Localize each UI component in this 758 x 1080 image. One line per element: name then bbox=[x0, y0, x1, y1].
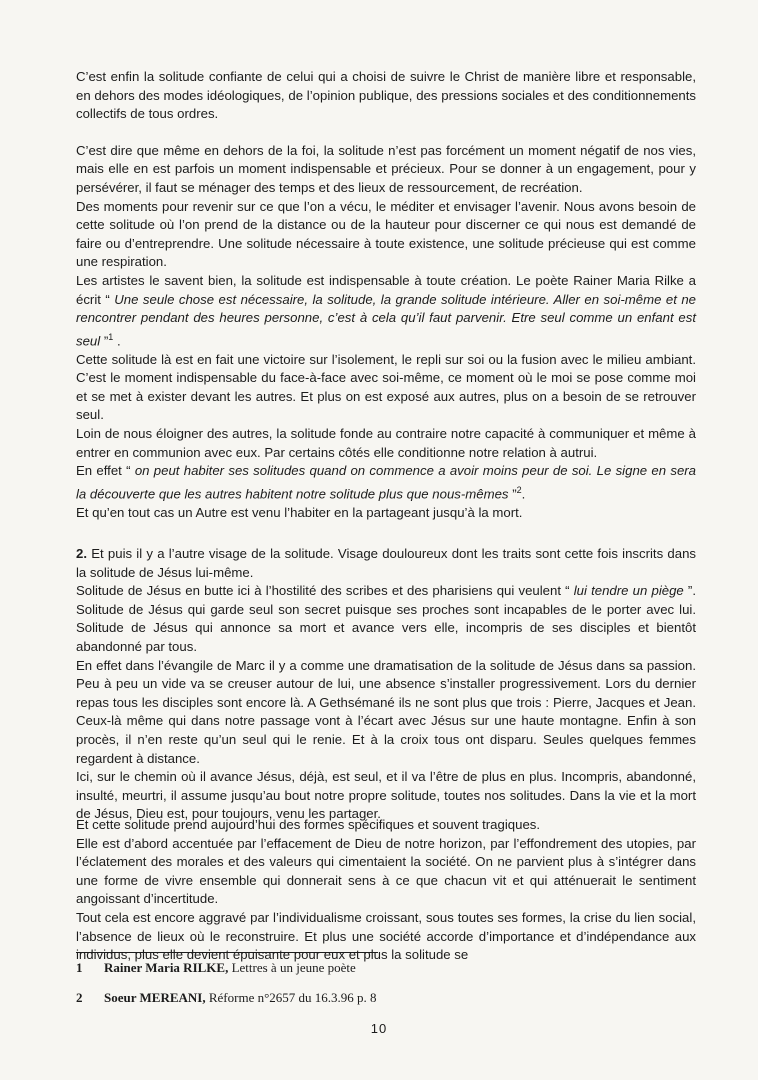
footnote-source: Lettres à un jeune poète bbox=[228, 960, 356, 975]
text-run: Les artistes le savent bien, la solitude est indispensable à toute création. Le poète Rainer Maria Rilke a écrit “ bbox=[76, 272, 696, 307]
footnote-ref: 2 bbox=[516, 484, 522, 495]
text-run: Loin de nous éloigner des autres, la solitude fonde au contraire notre capacité à communiquer et même à entrer en communion avec eux. Par certains côtés elle conditionne notre relation à autrui. bbox=[76, 426, 696, 460]
footnote-ref: 1 bbox=[108, 331, 114, 342]
paragraph-gap bbox=[76, 124, 696, 142]
paragraph bbox=[76, 909, 696, 965]
paragraph bbox=[76, 545, 696, 582]
text-run: Solitude de Jésus en butte ici à l’hostilité des scribes et des pharisiens qui veulent “ bbox=[76, 583, 574, 599]
text-run: . bbox=[113, 333, 121, 349]
text-run: Et cette solitude prend aujourd’hui des formes spécifiques et souvent tragiques. bbox=[76, 817, 541, 832]
quotation: lui tendre un piège bbox=[573, 583, 684, 599]
footnote-1 bbox=[76, 960, 356, 976]
section-number: 2. bbox=[76, 546, 87, 561]
text-run: Cette solitude là est en fait une victoire sur l’isolement, le repli sur soi ou la fusion avec le milieu ambiant. C’est le moment indispensable du face-à-face avec soi-même, ce moment où le moi se pose comme moi et se met à exister devant les autres. Et plus on est exposé aux autres, plus on a besoin de se retrouver seul. bbox=[76, 351, 696, 423]
paragraph bbox=[76, 835, 696, 909]
paragraph bbox=[76, 504, 696, 523]
footnote-number: 1 bbox=[76, 960, 83, 975]
text-run: Et puis il y a l’autre visage de la solitude. Visage douloureux dont les traits sont cette fois inscrits dans la solitude de Jésus lui-même. bbox=[76, 546, 696, 580]
paragraph bbox=[76, 816, 696, 835]
text-run: Elle est d’abord accentuée par l’effacement de Dieu de notre horizon, par l’effondrement des utopies, par l’éclatement des morales et des valeurs qui cimentaient la société. On ne parvient plus à s’intégrer dans une forme de vivre ensemble qui donnerait sens à ce que chacun vit et qui atténuerait le sentiment angoissant d’incertitude. bbox=[76, 835, 696, 907]
paragraph bbox=[76, 198, 696, 272]
paragraph bbox=[76, 657, 696, 769]
text-run: ” bbox=[508, 486, 517, 502]
footnote-author: Soeur MEREANI, bbox=[104, 990, 206, 1005]
text-section-3 bbox=[76, 816, 696, 965]
text-section-2 bbox=[76, 545, 696, 824]
text-run: . bbox=[521, 486, 526, 502]
text-run: Tout cela est encore aggravé par l’individualisme croissant, sous toutes ses formes, la crise du lien social, l’absence de lieux où le reconstruire. Et plus une société accorde d’importance et d’indépendance aux individus, plus elle devient épuisante pour eux et plus la solitude se bbox=[76, 909, 696, 963]
footnote-author: Rainer Maria RILKE, bbox=[104, 960, 229, 975]
footnote-source: Réforme n°2657 du 16.3.96 p. 8 bbox=[205, 990, 377, 1005]
text-section-1 bbox=[76, 68, 696, 522]
text-run: ” bbox=[100, 333, 109, 349]
text-run: Et qu’en tout cas un Autre est venu l’habiter en la partageant jusqu’à la mort. bbox=[76, 504, 523, 520]
quotation: on peut habiter ses solitudes quand on commence a avoir moins peur de soi. Le signe en sera la découverte que les autres habitent notre solitude plus que nous-mêmes bbox=[76, 463, 697, 502]
paragraph bbox=[76, 272, 696, 351]
text-run: En effet “ bbox=[76, 463, 135, 479]
text-run: Des moments pour revenir sur ce que l’on a vécu, le méditer et envisager l’avenir. Nous avons besoin de cette solitude où l’on prend de la distance ou de la hauteur pour discerner ce qui nous est demandé de faire ou d’entreprendre. Une solitude nécessaire à toute existence, une solitude précieuse qui est comme une respiration. bbox=[76, 198, 696, 270]
text-run: Ici, sur le chemin où il avance Jésus, déjà, est seul, et il va l’être de plus en plus. Incompris, abandonné, insulté, meurtri, il assume jusqu’au bout notre propre solitude, toutes nos solitudes. Dans la vie et la mort de Jésus, Dieu est, pour toujours, venu les partager. bbox=[76, 769, 696, 822]
footnote-number: 2 bbox=[76, 990, 83, 1005]
paragraph bbox=[76, 462, 696, 504]
paragraph bbox=[76, 425, 696, 462]
footnote-2 bbox=[76, 990, 377, 1006]
paragraph bbox=[76, 142, 696, 198]
text-run: En effet dans l’évangile de Marc il y a comme une dramatisation de la solitude de Jésus dans sa passion. Peu à peu un vide va se creuser autour de lui, une absence s’installer progressivement. Lors du dernier repas tous les disciples sont encore là. A Gethsémané ils ne sont plus que trois : Pierre, Jacques et Jean. Ceux-là même qui dans notre passage vont à l’écart avec Jésus sur une haute montagne. Enfin à son procès, il n’en reste qu’un seul qui le renie. Et à la croix tous ont disparu. Seules quelques femmes regardent à distance. bbox=[76, 657, 696, 766]
paragraph bbox=[76, 68, 696, 124]
paragraph bbox=[76, 351, 696, 425]
page-number: 10 bbox=[370, 1021, 388, 1036]
text-run: C’est enfin la solitude confiante de celui qui a choisi de suivre le Christ de manière libre et responsable, en dehors des modes idéologiques, de l’opinion publique, des pressions sociales et des conditionnements collectifs de tous ordres. bbox=[76, 69, 696, 122]
footnote-rule bbox=[76, 952, 378, 953]
text-run: C’est dire que même en dehors de la foi, la solitude n’est pas forcément un moment négatif de nos vies, mais elle en est parfois un moment indispensable et précieux. Pour se donner à un engagement, pour y persévérer, il faut se ménager des temps et des lieux de ressourcement, de recréation. bbox=[76, 142, 696, 195]
text-run: ”. Solitude de Jésus qui garde seul son secret puisque ses proches sont incapables de le porter avec lui. Solitude de Jésus qui annonce sa mort et avance vers elle, incompris de ses disciples et bientôt abandonné par tous. bbox=[76, 583, 696, 654]
paragraph bbox=[76, 582, 696, 656]
quotation: Une seule chose est nécessaire, la solitude, la grande solitude intérieure. Aller en soi-même et ne rencontrer pendant des heures personne, c’est à cela qu’il faut parvenir. Etre seul comme un enfant est seul bbox=[76, 291, 696, 349]
